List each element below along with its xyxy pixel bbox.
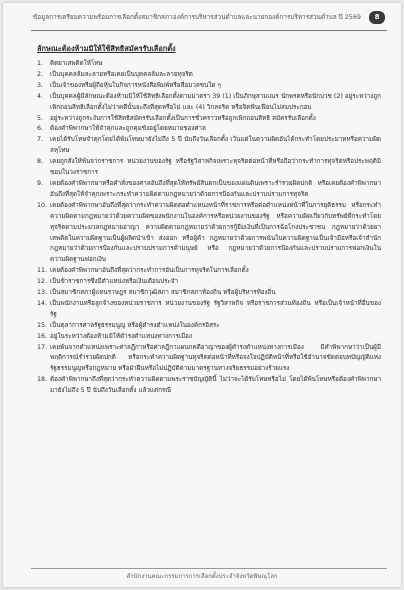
- header-divider: [31, 30, 387, 31]
- list-item: [37, 124, 381, 135]
- list-item-text: อยู่ระหว่างถูกระงับการใช้สิทธิสมัครรับเลือกตั้งเป็นการชั่วคราวหรือถูกเพิกถอนสิทธิ สมัครรับเลือกตั้ง: [50, 114, 316, 122]
- list-item-text: เป็นตุลาการศาลรัฐธรรมนูญ หรือผู้ดำรงตำแหน่งในองค์กรอิสระ: [50, 321, 220, 329]
- list-item-text: เป็นบุคคลล้มละลายหรือเคยเป็นบุคคลล้มละลายทุจริต: [50, 70, 193, 78]
- list-item: [37, 179, 381, 201]
- page-header: [3, 11, 401, 25]
- prohibition-list: [37, 59, 381, 397]
- list-item-text: เป็นพนักงานหรือลูกจ้างของหน่วยราชการ หน่วยงานของรัฐ รัฐวิสาหกิจ หรือราชการส่วนท้องถิ่น หรือเป็นเจ้าหน้าที่อื่นของรัฐ: [50, 299, 381, 318]
- header-title: ข้อมูลการเตรียมความพร้อมการเลือกตั้งสมาชิกสภาองค์การบริหารส่วนตำบลและนายกองค์การบริหารส่วนตำบล ปี 2569: [32, 13, 361, 21]
- list-item: [37, 201, 381, 266]
- list-item: [37, 59, 381, 70]
- list-item: [37, 70, 381, 81]
- list-item-text: เป็นเจ้าของหรือผู้ถือหุ้นในกิจการหนังสือพิมพ์หรือสื่อมวลชนใด ๆ: [50, 81, 221, 89]
- list-item: [37, 92, 381, 114]
- list-item-number: 1.: [37, 60, 44, 67]
- list-item-text: ติดยาเสพติดให้โทษ: [50, 60, 103, 67]
- footer-divider: [31, 568, 387, 569]
- list-item-text: อยู่ในระหว่างต้องห้ามมิให้ดำรงตำแหน่งทางการเมือง: [50, 332, 193, 340]
- list-item-text: เคยต้องคำพิพากษาอันถึงที่สุดว่ากระทำการอันเป็นการทุจริตในการเลือกตั้ง: [50, 267, 249, 275]
- list-item-number: 14.: [37, 299, 48, 307]
- list-item-text: ต้องคำพิพากษาให้จำคุกและถูกคุมขังอยู่โดยหมายของศาล: [50, 125, 206, 133]
- list-item-number: 11.: [37, 267, 48, 275]
- list-item: [37, 332, 381, 343]
- list-item-text: เคยต้องคำพิพากษาอันถึงที่สุดว่ากระทำความผิดต่อตำแหน่งหน้าที่ราชการหรือต่อตำแหน่งหน้าที่ในการยุติธรรม หรือกระทำความผิดตามกฎหมายว่าด้วยความผิดของพนักงานในองค์การหรือหน่วยงานของรัฐ หรือความผิดเกี่ยวกับทรัพย์ที่กระทำโดยทุจริตตามประมวลกฎหมายอาญา ความผิดตามกฎหมายว่าด้วยการกู้ยืมเงินที่เป็นการฉ้อโกงประชาชน กฎหมายว่าด้วยยาเสพติดในความผิดฐานเป็นผู้ผลิตนำเข้า ส่งออก หรือผู้ค้า กฎหมายว่าด้วยการพนันในความผิดฐานเป็นเจ้ามือหรือเจ้าสำนัก กฎหมายว่าด้วยการป้องกันและปราบปรามการค้ามนุษย์ หรือ กฎหมายว่าด้วยการป้องกันและปราบปรามการฟอกเงินในความผิดฐานฟอกเงิน: [50, 201, 381, 264]
- list-item: [37, 266, 381, 277]
- list-item-number: 5.: [37, 114, 44, 122]
- list-item: [37, 343, 381, 376]
- list-item: [37, 288, 381, 299]
- list-item: [37, 157, 381, 179]
- list-item-text: เป็นข้าราชการซึ่งมีตำแหน่งหรือเงินเดือนประจำ: [50, 278, 179, 286]
- list-item-text: เป็นบุคคลผู้มีลักษณะต้องห้ามมิให้ใช้สิทธิเลือกตั้งตามมาตรา 39 (1) เป็นภิกษุสามเณร นักพรตหรือนักบวช (2) อยู่ระหว่างถูกเพิกถอนสิทธิเลือกตั้งไม่ว่าคดีนั้นจะถึงที่สุดหรือไม่ และ (4) วิกลจริต หรือจิตฟั่นเฟือนไม่สมประกอบ: [50, 92, 381, 111]
- list-item-number: 13.: [37, 289, 48, 297]
- list-item: [37, 114, 381, 125]
- list-item-number: 10.: [37, 201, 48, 209]
- list-item-number: 2.: [37, 70, 44, 78]
- list-item: [37, 321, 381, 332]
- list-item-text: ต้องคำพิพากษาถึงที่สุดว่ากระทำความผิดตามพระราชบัญญัตินี้ ไม่ว่าจะได้รับโทษหรือไม่ โดยได้พ้นโทษหรือต้องคำพิพากษามายังไม่ถึง 5 ปี นับถึงวันเลือกตั้ง แล้วแต่กรณี: [50, 376, 381, 395]
- list-item-text: เคยได้รับโทษจำคุกโดยได้พ้นโทษมายังไม่ถึง 5 ปี นับถึงวันเลือกตั้ง เว้นแต่ในความผิดอันได้กระทำโดยประมาทหรือความผิดลหุโทษ: [50, 136, 381, 155]
- document-page: [3, 3, 401, 587]
- section-heading: ลักษณะต้องห้ามมิให้ใช้สิทธิสมัครรับเลือกตั้ง: [37, 44, 176, 53]
- list-item-number: 8.: [37, 158, 44, 166]
- list-item-number: 15.: [37, 321, 48, 329]
- list-item-text: เป็นสมาชิกสภาผู้แทนราษฎร สมาชิกวุฒิสภา สมาชิกสภาท้องถิ่น หรือผู้บริหารท้องถิ่น: [50, 289, 276, 297]
- list-item-number: 17.: [37, 343, 48, 351]
- list-item-text: เคยพ้นจากตำแหน่งเพราะศาลฎีกาหรือศาลฎีกาแผนกคดีอาญาของผู้ดำรงตำแหน่งทางการเมือง มีคำพิพากษาว่าเป็นผู้มีพฤติการณ์ร่ำรวยผิดปกติ หรือกระทำความผิดฐานทุจริตต่อหน้าที่หรือจงใจปฏิบัติหน้าที่หรือใช้อำนาจขัดต่อบทบัญญัติแห่งรัฐธรรมนูญหรือกฎหมาย หรือฝ่าฝืนหรือไม่ปฏิบัติตามมาตรฐานทางจริยธรรมอย่างร้ายแรง: [50, 343, 381, 373]
- list-item-number: 6.: [37, 125, 44, 133]
- list-item-number: 16.: [37, 332, 48, 340]
- list-item-number: 3.: [37, 81, 44, 89]
- list-item-number: 9.: [37, 179, 44, 187]
- list-item-number: 18.: [37, 376, 48, 384]
- list-item-number: 12.: [37, 278, 48, 286]
- list-item: [37, 299, 381, 321]
- list-item: [37, 135, 381, 157]
- page-number-badge: 8: [369, 11, 385, 24]
- list-item-text: เคยต้องคำพิพากษาหรือคำสั่งของศาลอันถึงที่สุดให้ทรัพย์สินตกเป็นของแผ่นดินเพราะร่ำรวยผิดปกติ หรือเคยต้องคำพิพากษาอันถึงที่สุดให้จำคุกเพราะกระทำความผิดตามกฎหมายว่าด้วยการป้องกันและปราบปรามการทุจริต: [50, 179, 381, 198]
- list-item-number: 7.: [37, 136, 44, 144]
- list-item: [37, 375, 381, 397]
- page-footer: สำนักงานคณะกรรมการการเลือกตั้งประจำจังหวัดพิษณุโลก: [126, 573, 278, 580]
- list-item: [37, 81, 381, 92]
- list-item-text: เคยถูกสั่งให้พ้นจากราชการ หน่วยงานของรัฐ หรือรัฐวิสาหกิจเพราะทุจริตต่อหน้าที่หรือถือว่ากระทำการทุจริตหรือประพฤติมิชอบในวงราชการ: [50, 158, 381, 177]
- list-item: [37, 277, 381, 288]
- list-item-number: 4.: [37, 92, 44, 100]
